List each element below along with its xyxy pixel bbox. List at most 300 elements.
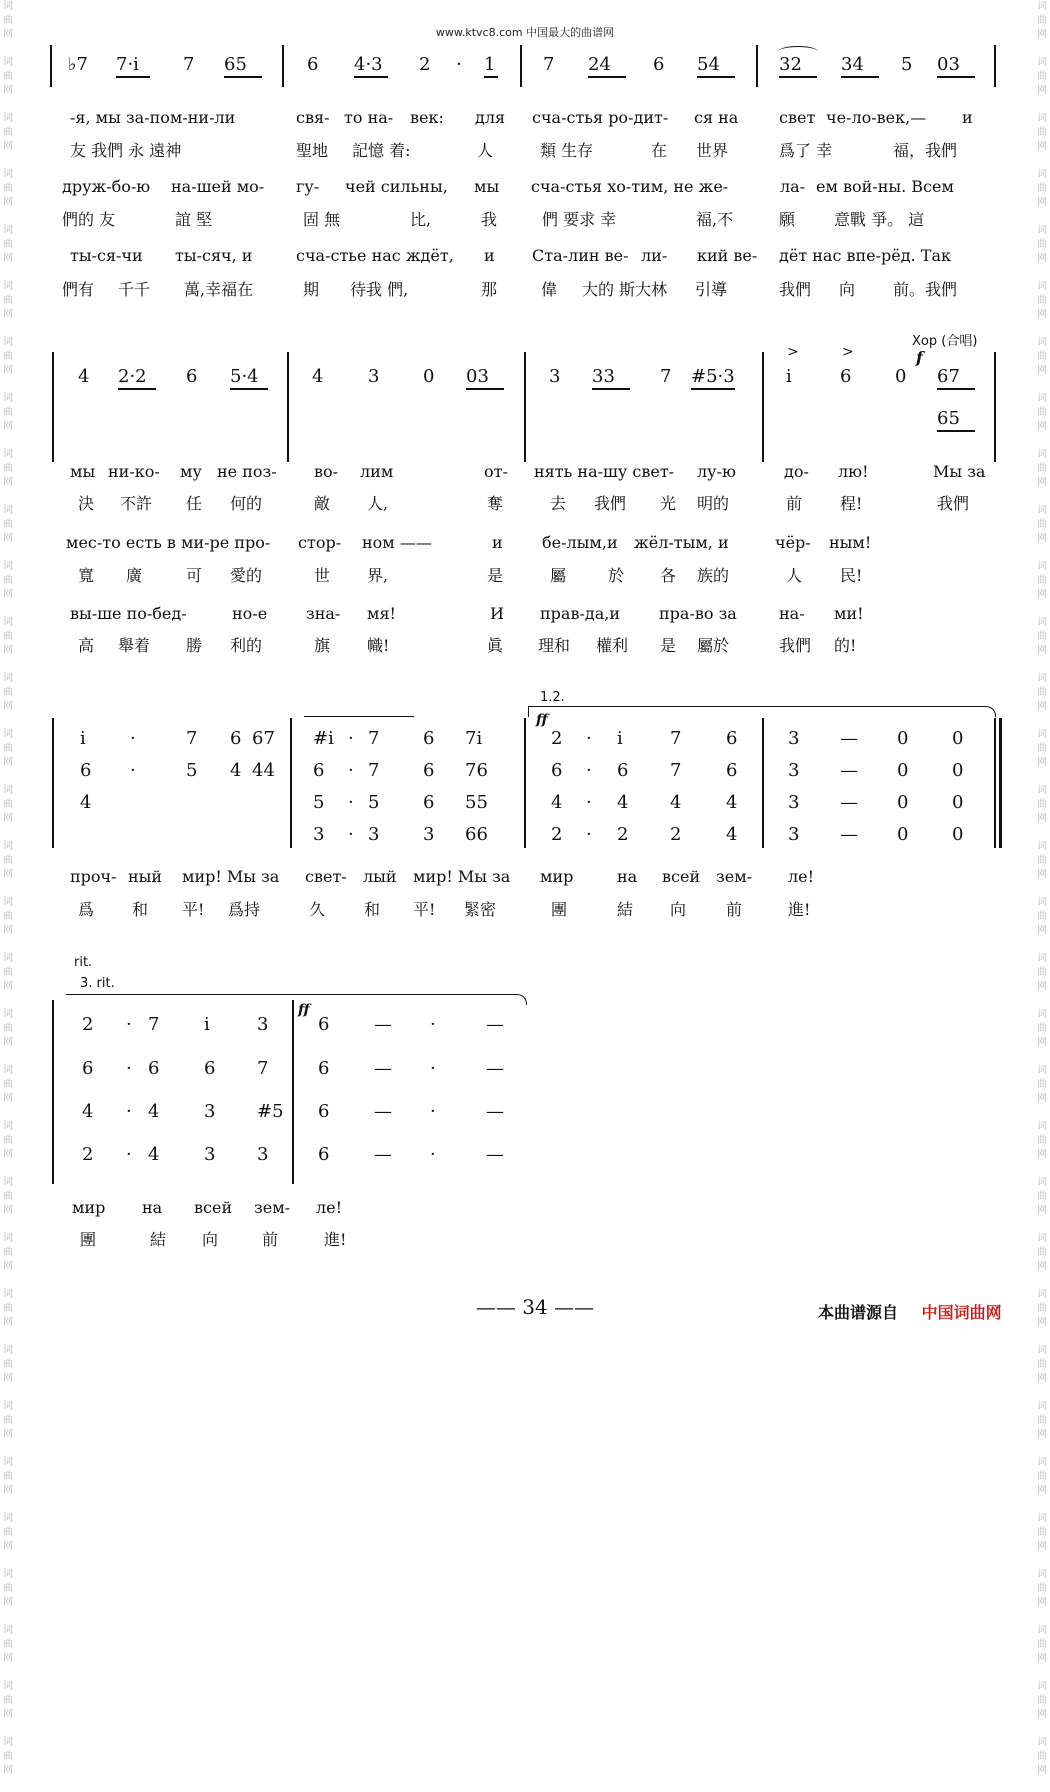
lyric: жёл-тым, и (634, 533, 729, 552)
lyric: прав-да,и (540, 604, 620, 623)
note: 6 (307, 54, 319, 75)
lyric: 平! (182, 900, 205, 919)
note: — (840, 728, 858, 749)
note: 3 (549, 366, 561, 387)
lyric: 前 (726, 900, 743, 919)
lyric: 世界 (696, 141, 729, 160)
note: 0 (897, 760, 909, 781)
note: 7 (186, 728, 198, 749)
note: 33 (592, 366, 615, 387)
note: 3 (788, 728, 800, 749)
note: 65 (224, 54, 247, 75)
lyric: мир (72, 1198, 106, 1217)
lyric: 眞 (487, 636, 504, 655)
note: 7 (148, 1014, 160, 1035)
lyric: мир! Мы за (413, 867, 511, 886)
note: 76 (465, 760, 488, 781)
lyric: 我們 (779, 280, 812, 299)
lyric: 們的 友 (62, 210, 116, 229)
note: 4·3 (354, 54, 383, 75)
lyric: 我們 (779, 636, 812, 655)
lyric: 向 (202, 1230, 219, 1249)
note: 6 (318, 1101, 330, 1122)
note: 2 (617, 824, 629, 845)
lyric: проч- (70, 867, 117, 886)
barline (520, 45, 522, 87)
lyric: всей (662, 867, 701, 886)
note: 2 (82, 1014, 94, 1035)
note: 4 (80, 792, 92, 813)
note: 6 (148, 1058, 160, 1079)
barline (282, 45, 284, 87)
lyric: для (475, 108, 506, 127)
note: 6 (80, 760, 92, 781)
note: · (456, 54, 462, 75)
left-edge-watermark: 词 曲 网 词 曲 网 词 曲 网 词 曲 网 词 曲 网 词 曲 网 词 曲 网 词 曲 网 词 曲 网 词 曲 网 词 曲 网 词 曲 网 词 曲 网 词 曲 网 词 曲 网 词 曲 网 词 曲 网 词 曲 网 词 曲 网 词 曲 网 词 曲 网 词 曲 网 词 曲 网 词 曲 网 词 曲 网 词 曲 网 词 曲 网 词 曲 网 词 曲 网 词 曲 网 词 曲 网 词 曲 网 (3, 1, 13, 1776)
lyric: 結 (617, 900, 634, 919)
note: · (348, 824, 354, 845)
lyric: сча-стья хо-тим, не же- (531, 177, 729, 196)
note: 6 (318, 1144, 330, 1165)
lyric: 是 (660, 636, 677, 655)
note: · (586, 728, 592, 749)
lyric: 我們 (937, 494, 970, 513)
note: — (486, 1058, 504, 1079)
lyric: 爲持 (228, 900, 261, 919)
lyric: че-ло-век,— (826, 108, 927, 127)
note: — (486, 1144, 504, 1165)
lyric: 程! (840, 494, 863, 513)
note: · (130, 728, 136, 749)
lyric: 理和 (538, 636, 571, 655)
lyric: ты-сяч, и (175, 246, 253, 265)
lyric: мы (70, 462, 96, 481)
note: · (586, 792, 592, 813)
note: 3 (423, 824, 435, 845)
note: 44 (252, 760, 275, 781)
lyric: на (142, 1198, 163, 1217)
note: · (348, 760, 354, 781)
lyric: 和 (132, 900, 149, 919)
lyric: 爲 (78, 900, 95, 919)
note: 3 (204, 1144, 216, 1165)
lyric: на (617, 867, 638, 886)
rit-mark: rit. (74, 955, 93, 970)
note: 6 (840, 366, 852, 387)
lyric: 意戰 爭。 這 (834, 210, 925, 229)
lyric: ли- (641, 246, 668, 265)
lyric: на-шей мо- (171, 177, 265, 196)
note: 6 (551, 760, 563, 781)
lyric: 舉着 (118, 636, 151, 655)
lyric: 緊密 (464, 900, 497, 919)
lyric: 世 (314, 566, 331, 585)
lyric: стор- (298, 533, 342, 552)
note: · (126, 1144, 132, 1165)
note: 6 (423, 728, 435, 749)
lyric: ный (128, 867, 163, 886)
lyric: 爲了 幸 (779, 141, 833, 160)
lyric: 進! (788, 900, 811, 919)
lyric: 們有 (62, 280, 95, 299)
lyric: 於 (608, 566, 625, 585)
lyric: 高 (78, 636, 95, 655)
note: 0 (897, 792, 909, 813)
lyric: 可 (186, 566, 203, 585)
note: · (126, 1101, 132, 1122)
note: 7 (257, 1058, 269, 1079)
lyric: и (962, 108, 973, 127)
lyric: 前。我們 (893, 280, 958, 299)
lyric: до- (784, 462, 809, 481)
note: 3 (788, 760, 800, 781)
note: 4 (82, 1101, 94, 1122)
note: 3 (368, 824, 380, 845)
lyric: 是 (487, 566, 504, 585)
lyric: зна- (306, 604, 341, 623)
lyric: 勝 (186, 636, 203, 655)
lyric: 旗 (314, 636, 331, 655)
note: 6 (726, 728, 738, 749)
note: 3 (313, 824, 325, 845)
lyric: 族的 (697, 566, 730, 585)
lyric: 大的 斯大林 (582, 280, 668, 299)
note: 4 (148, 1144, 160, 1165)
lyric: -я, мы за-пом-ни-ли (70, 108, 236, 127)
note: 0 (897, 728, 909, 749)
lyric: 福,不 (696, 210, 734, 229)
note: 7·i (116, 54, 139, 75)
lyric: 屬 (550, 566, 567, 585)
note: i (617, 728, 623, 749)
lyric: мы (474, 177, 500, 196)
note: i (80, 728, 86, 749)
note: 6 (204, 1058, 216, 1079)
barline (756, 45, 758, 87)
note: · (348, 728, 354, 749)
note: 55 (465, 792, 488, 813)
note: 3 (204, 1101, 216, 1122)
lyric: но-е (232, 604, 268, 623)
lyric: 偉 (541, 280, 558, 299)
note: 6 (318, 1058, 330, 1079)
lyric: 奪 (487, 494, 504, 513)
note: 0 (897, 824, 909, 845)
lyric: 萬,幸福在 (184, 280, 254, 299)
note: 4 (312, 366, 324, 387)
note: 4 (726, 824, 738, 845)
lyric: ном —— (362, 533, 432, 552)
note: 5 (186, 760, 198, 781)
note: 2·2 (118, 366, 147, 387)
note: 6 (726, 760, 738, 781)
lyric: 任 (186, 494, 203, 513)
note: 0 (423, 366, 435, 387)
dynamic-mark: ff (536, 712, 548, 728)
note: 4 (551, 792, 563, 813)
lyric: чей сильны, (345, 177, 448, 196)
lyric: 我們 (594, 494, 627, 513)
lyric: 權利 (596, 636, 629, 655)
lyric: 向 (839, 280, 856, 299)
note: #5 (257, 1101, 284, 1122)
lyric: 幟! (367, 636, 390, 655)
lyric: лю! (838, 462, 869, 481)
lyric: 和 (364, 900, 381, 919)
lyric: 們 要求 幸 (542, 210, 617, 229)
footer-source-site[interactable]: 中国词曲网 (921, 1303, 1002, 1322)
note: — (374, 1101, 392, 1122)
lyric: 明的 (697, 494, 730, 513)
lyric: и (484, 246, 495, 265)
lyric: нять на-шу свет- (534, 462, 675, 481)
lyric: 福，我們 (893, 141, 958, 160)
lyric: свя- (296, 108, 330, 127)
note: 7 (183, 54, 195, 75)
lyric: 聖地 (296, 141, 329, 160)
lyric: 各 (660, 566, 677, 585)
lyric: вы-ше по-бед- (70, 604, 187, 623)
lyric: 期 (303, 280, 320, 299)
note: 7 (660, 366, 672, 387)
lyric: гу- (296, 177, 320, 196)
note: 0 (895, 366, 907, 387)
note: i (786, 366, 792, 387)
note: 3 (257, 1014, 269, 1035)
lyric: не поз- (217, 462, 277, 481)
lyric: 前 (786, 494, 803, 513)
lyric: 待我 們, (350, 280, 409, 299)
lyric: 何的 (230, 494, 263, 513)
lyric: 屬於 (697, 636, 730, 655)
note: 4 (78, 366, 90, 387)
note: 5·4 (230, 366, 259, 387)
lyric: 人 (786, 566, 803, 585)
note: 2 (82, 1144, 94, 1165)
note: 2 (551, 728, 563, 749)
note: — (840, 792, 858, 813)
note: 6 (318, 1014, 330, 1035)
lyric: 愛的 (230, 566, 263, 585)
lyric: 光 (660, 494, 677, 513)
lyric: лу-ю (697, 462, 736, 481)
note: 7 (368, 728, 380, 749)
note: · (126, 1058, 132, 1079)
note: 6 (186, 366, 198, 387)
volta-label: 1.2. (540, 690, 565, 705)
note: 7 (543, 54, 555, 75)
lyric: 願 (779, 210, 796, 229)
lyric: во- (314, 462, 339, 481)
note: i (204, 1014, 210, 1035)
footer-source-label: 本曲谱源自 (818, 1303, 899, 1322)
barline (994, 45, 996, 87)
lyric: И (490, 604, 504, 623)
note: 7 (368, 760, 380, 781)
lyric: 不許 (120, 494, 153, 513)
lyric: 人 (477, 141, 494, 160)
note: 4 (670, 792, 682, 813)
lyric: 團 (80, 1230, 97, 1249)
note: 24 (588, 54, 611, 75)
note: 03 (466, 366, 489, 387)
rit-mark: 3. rit. (80, 976, 115, 991)
lyric: 友 我們 永 遠神 (70, 141, 182, 160)
lyric: ни-ко- (108, 462, 160, 481)
note: — (374, 1014, 392, 1035)
lyric: и (492, 533, 503, 552)
note: #5·3 (691, 366, 735, 387)
note: ♭7 (68, 54, 88, 75)
note: 4 (726, 792, 738, 813)
dynamic-mark: f (916, 348, 923, 367)
note: · (130, 760, 136, 781)
lyric: 去 (550, 494, 567, 513)
note: 6 (230, 728, 242, 749)
note: 3 (368, 366, 380, 387)
note: 5 (901, 54, 913, 75)
note: 6 (313, 760, 325, 781)
lyric: 寬 (78, 566, 95, 585)
right-edge-watermark: 词 曲 网 词 曲 网 词 曲 网 词 曲 网 词 曲 网 词 曲 网 词 曲 网 词 曲 网 词 曲 网 词 曲 网 词 曲 网 词 曲 网 词 曲 网 词 曲 网 词 曲 网 词 曲 网 词 曲 网 词 曲 网 词 曲 网 词 曲 网 词 曲 网 词 曲 网 词 曲 网 词 曲 网 词 曲 网 词 曲 网 词 曲 网 词 曲 网 词 曲 网 词 曲 网 词 曲 网 词 曲 网 (1037, 1, 1047, 1776)
lyric: 類 生存 (540, 141, 594, 160)
lyric: 我 (481, 210, 498, 229)
note: 6 (617, 760, 629, 781)
lyric: ле! (316, 1198, 343, 1217)
lyric: 利的 (230, 636, 263, 655)
note: 1 (484, 54, 496, 75)
lyric: 誼 堅 (175, 210, 213, 229)
lyric: ным! (829, 533, 872, 552)
note: — (486, 1101, 504, 1122)
note: 2 (670, 824, 682, 845)
note: 67 (252, 728, 275, 749)
lyric: всей (194, 1198, 233, 1217)
note: 7 (670, 760, 682, 781)
dynamic-mark: ff (298, 1002, 310, 1018)
lyric: ла- (780, 177, 806, 196)
note: · (430, 1058, 436, 1079)
lyric: 前 (262, 1230, 279, 1249)
note: · (430, 1101, 436, 1122)
lyric: 敵 (314, 494, 331, 513)
lyric: 比, (410, 210, 432, 229)
lyric: лим (360, 462, 394, 481)
note: 66 (465, 824, 488, 845)
note: — (374, 1144, 392, 1165)
lyric: 那 (481, 280, 498, 299)
note: · (430, 1144, 436, 1165)
lyric: зем- (254, 1198, 291, 1217)
lyric: век: (410, 108, 444, 127)
lyric: кий ве- (697, 246, 758, 265)
note: 3 (788, 824, 800, 845)
note: 2 (419, 54, 431, 75)
note: — (374, 1058, 392, 1079)
note: — (840, 824, 858, 845)
note: 0 (952, 792, 964, 813)
note: 34 (841, 54, 864, 75)
lyric: то на- (344, 108, 394, 127)
lyric: му (180, 462, 202, 481)
note: 7i (465, 728, 483, 749)
lyric: 平! (413, 900, 436, 919)
lyric: ми! (834, 604, 864, 623)
lyric: 久 (309, 900, 326, 919)
note: · (586, 760, 592, 781)
choir-label: Хор (合唱) (912, 334, 978, 349)
lyric: 團 (551, 900, 568, 919)
barline (50, 45, 52, 87)
note: 4 (230, 760, 242, 781)
lyric: 向 (670, 900, 687, 919)
lyric: 引導 (695, 280, 728, 299)
note: · (348, 792, 354, 813)
lyric: ся на (694, 108, 739, 127)
lyric: ты-ся-чи (70, 246, 143, 265)
note: — (486, 1014, 504, 1035)
note: 6 (423, 792, 435, 813)
lyric: чёр- (775, 533, 811, 552)
lyric: мя! (367, 604, 396, 623)
note: · (430, 1014, 436, 1035)
footer-source (818, 1300, 1002, 1323)
note: 4 (148, 1101, 160, 1122)
note: 5 (368, 792, 380, 813)
note: 4 (617, 792, 629, 813)
note: 7 (670, 728, 682, 749)
note: 0 (952, 760, 964, 781)
lyric: сча-стье нас ждёт, (296, 246, 454, 265)
lyric: бе-лым,и (542, 533, 618, 552)
lyric: 決 (78, 494, 95, 513)
lyric: ле! (788, 867, 815, 886)
lyric: мир! Мы за (182, 867, 280, 886)
lyric: лый (363, 867, 397, 886)
lyric: 千千 (118, 280, 151, 299)
note: 0 (952, 728, 964, 749)
lyric: ем вой-ны. Всем (816, 177, 954, 196)
lyric: на- (779, 604, 805, 623)
page-number: —— 34 —— (475, 1295, 595, 1319)
note: — (840, 760, 858, 781)
note: · (126, 1014, 132, 1035)
lyric: зем- (716, 867, 753, 886)
note: 3 (257, 1144, 269, 1165)
note: 5 (313, 792, 325, 813)
header-url: www.ktvc8.com 中国最大的曲谱网 (435, 26, 615, 39)
lyric: 廣 (126, 566, 143, 585)
lyric: от- (484, 462, 508, 481)
lyric: мес-то есть в ми-ре про- (66, 533, 271, 552)
lyric: 界, (367, 566, 389, 585)
lyric: Мы за (933, 462, 986, 481)
note: · (586, 824, 592, 845)
note: 0 (952, 824, 964, 845)
note: 6 (423, 760, 435, 781)
note: 6 (82, 1058, 94, 1079)
note: 65 (937, 408, 960, 429)
lyric: 進! (324, 1230, 347, 1249)
note: 54 (697, 54, 720, 75)
lyric: 固 無 (303, 210, 341, 229)
lyric: свет (779, 108, 816, 127)
note: 67 (937, 366, 960, 387)
lyric: сча-стья ро-дит- (532, 108, 669, 127)
lyric: свет- (305, 867, 347, 886)
note: 03 (937, 54, 960, 75)
note: #i (313, 728, 334, 749)
